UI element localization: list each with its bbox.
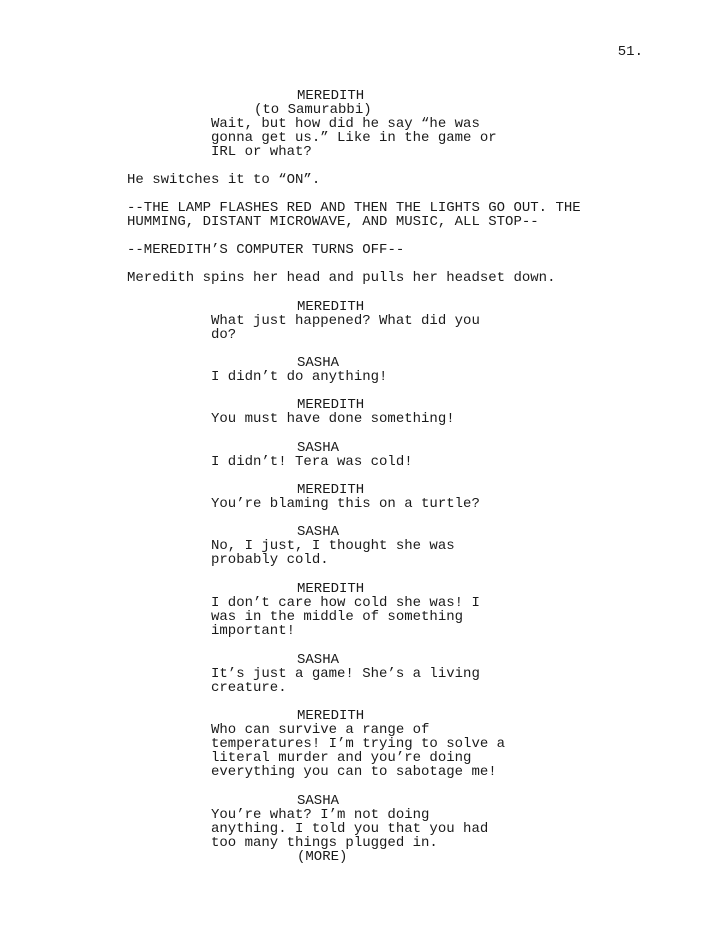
character-cue-sasha: SASHA [297, 524, 340, 540]
character-cue-meredith: MEREDITH [297, 482, 365, 498]
dialogue-block [211, 596, 480, 638]
dialogue-block [211, 117, 497, 159]
action-text: Meredith spins her head and pulls her headset down. [127, 270, 556, 286]
dialogue-line: important! [211, 623, 296, 639]
character-cue-meredith: MEREDITH [297, 581, 365, 597]
dialogue-line: probably cold. [211, 552, 329, 568]
dialogue-line: everything you can to sabotage me! [211, 764, 497, 780]
dialogue-block [211, 667, 480, 695]
dialogue-line: was in the middle of something [211, 609, 464, 625]
dialogue-line: do? [211, 327, 237, 343]
character-cue-meredith: MEREDITH [297, 88, 365, 104]
action-line [127, 173, 597, 187]
dialogue-line: I didn’t do anything! [211, 369, 388, 385]
more-continuation: (MORE) [297, 849, 348, 865]
action-text: HUMMING, DISTANT MICROWAVE, AND MUSIC, ALL STOP-- [127, 214, 539, 230]
dialogue-line: gonna get us.” Like in the game or [211, 130, 497, 146]
dialogue-block [211, 808, 488, 850]
dialogue-line: anything. I told you that you had [211, 821, 489, 837]
dialogue-line: You’re what? I’m not doing [211, 807, 430, 823]
dialogue-line: You’re blaming this on a turtle? [211, 496, 480, 512]
character-cue-meredith: MEREDITH [297, 299, 365, 315]
dialogue-line: too many things plugged in. [211, 835, 438, 851]
character-cue-meredith: MEREDITH [297, 708, 365, 724]
dialogue-block [211, 370, 387, 384]
dialogue-block [211, 539, 455, 567]
dialogue-block [211, 314, 480, 342]
dialogue-block [211, 412, 455, 426]
character-cue-sasha: SASHA [297, 793, 340, 809]
dialogue-line: What just happened? What did you [211, 313, 480, 329]
dialogue-block [211, 723, 505, 779]
dialogue-block [211, 497, 480, 511]
dialogue-line: literal murder and you’re doing [211, 750, 472, 766]
dialogue-line: creature. [211, 680, 287, 696]
dialogue-line: IRL or what? [211, 144, 312, 160]
dialogue-block [211, 455, 413, 469]
character-cue-meredith: MEREDITH [297, 397, 365, 413]
dialogue-line: It’s just a game! She’s a living [211, 666, 480, 682]
dialogue-line: You must have done something! [211, 411, 455, 427]
parenthetical: (to Samurabbi) [254, 102, 372, 118]
character-cue-sasha: SASHA [297, 440, 340, 456]
dialogue-line: temperatures! I’m trying to solve a [211, 736, 506, 752]
action-line [127, 243, 597, 257]
character-cue-sasha: SASHA [297, 355, 340, 371]
action-text: --THE LAMP FLASHES RED AND THEN THE LIGHTS GO OUT. THE [127, 200, 581, 216]
dialogue-line: Who can survive a range of [211, 722, 430, 738]
dialogue-line: I didn’t! Tera was cold! [211, 454, 413, 470]
page-number: 51. [617, 44, 643, 60]
action-text: --MEREDITH’S COMPUTER TURNS OFF-- [127, 242, 405, 258]
character-cue-sasha: SASHA [297, 652, 340, 668]
dialogue-line: I don’t care how cold she was! I [211, 595, 480, 611]
action-line [127, 201, 597, 229]
dialogue-line: No, I just, I thought she was [211, 538, 455, 554]
action-line [127, 271, 597, 285]
action-text: He switches it to “ON”. [127, 172, 321, 188]
dialogue-line: Wait, but how did he say “he was [211, 116, 480, 132]
